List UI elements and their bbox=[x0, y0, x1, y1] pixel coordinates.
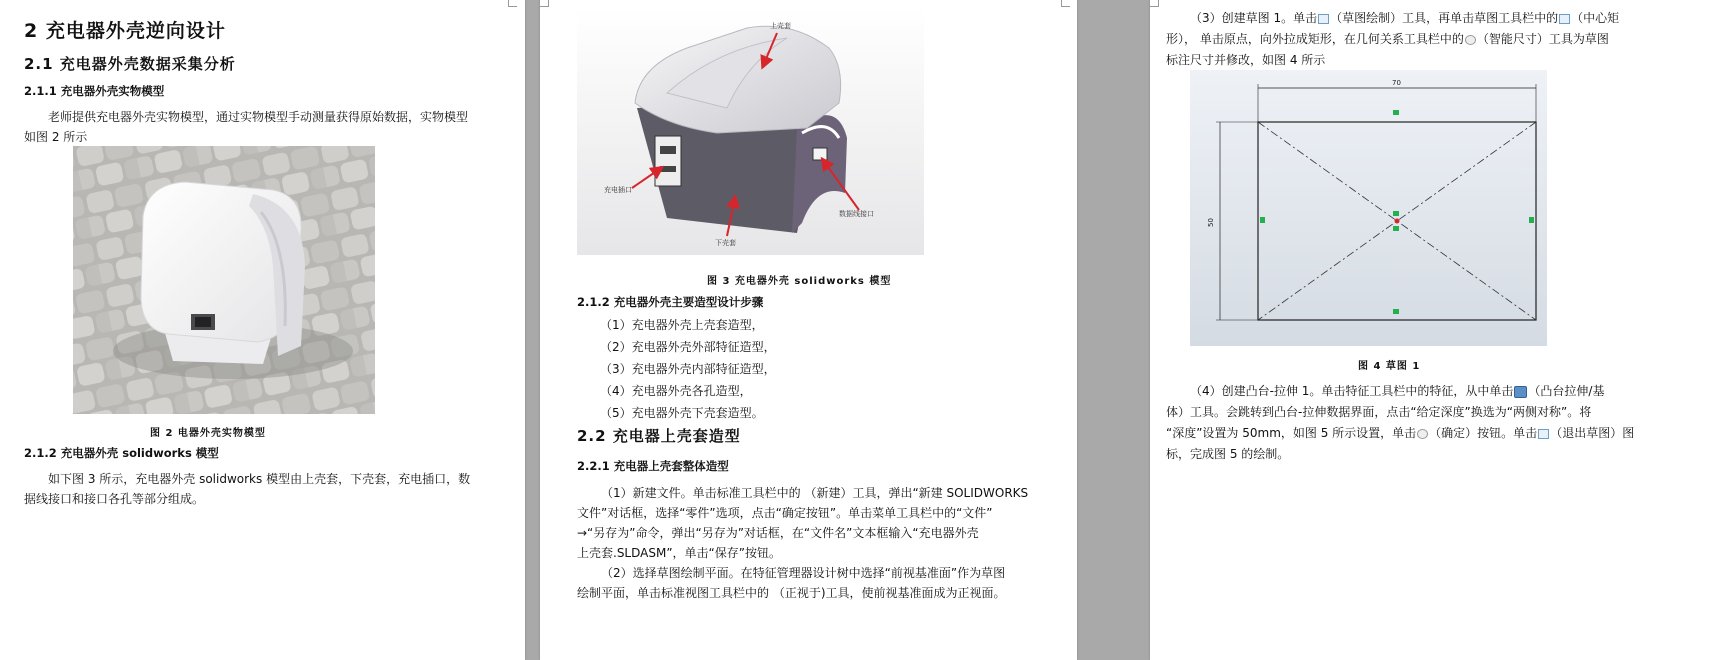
label-top-shell: 上壳套 bbox=[770, 22, 791, 30]
confirm-icon bbox=[1417, 429, 1428, 439]
page-corner-mark bbox=[540, 0, 549, 7]
paragraph-line: （2）选择草图绘制平面。在特征管理器设计树中选择“前视基准面”作为草图 bbox=[601, 566, 1006, 580]
figure-2-caption: 图 2 电器外壳实物模型 bbox=[150, 428, 266, 439]
solidworks-model-figure bbox=[577, 8, 924, 255]
text-run: （草图绘制）工具，再单击草图工具栏中的 bbox=[1330, 11, 1559, 25]
section-heading-2-1: 2.1 充电器外壳数据采集分析 bbox=[24, 55, 236, 73]
charger-photo bbox=[73, 146, 375, 414]
document-page-1 bbox=[0, 0, 525, 660]
label-data-port: 数据线接口 bbox=[839, 210, 874, 218]
page-corner-mark bbox=[508, 0, 517, 7]
paragraph-line: 据线接口和接口各孔等部分组成。 bbox=[24, 492, 205, 506]
text-run: “深度”设置为 50mm，如图 5 所示设置，单击 bbox=[1166, 426, 1417, 440]
paragraph-line: 如下图 3 所示，充电器外壳 solidworks 模型由上壳套，下壳套，充电插口，数 bbox=[48, 472, 471, 486]
design-steps-list bbox=[600, 314, 776, 424]
paragraph-line: （1）新建文件。单击标准工具栏中的 （新建）工具，弹出“新建 SOLIDWORKS bbox=[601, 486, 1029, 500]
text-run: （退出草图）图 bbox=[1550, 426, 1635, 440]
list-item: （4）充电器外壳各孔造型， bbox=[600, 384, 752, 398]
paragraph-line bbox=[1190, 8, 1619, 28]
paragraph-line: 如图 2 所示 bbox=[24, 130, 88, 144]
paragraph-line: 标注尺寸并修改，如图 4 所示 bbox=[1166, 53, 1326, 67]
document-page-2 bbox=[540, 0, 1077, 660]
list-item: （1）充电器外壳上壳套造型， bbox=[600, 318, 764, 332]
list-item: （5）充电器外壳下壳套造型。 bbox=[600, 406, 764, 420]
paragraph-line: 上壳套.SLDASM”，单击“保存”按钮。 bbox=[577, 546, 781, 560]
label-charging-port: 充电插口 bbox=[604, 186, 632, 194]
subsection-heading-2-2-1: 2.2.1 充电器上壳套整体造型 bbox=[577, 459, 729, 473]
page-corner-mark bbox=[1150, 0, 1159, 7]
text-run: （4）创建凸台-拉伸 1。单击特征工具栏中的特征，从中单击 bbox=[1190, 384, 1514, 398]
sketch-figure bbox=[1190, 70, 1547, 346]
figure-4-caption: 图 4 草图 1 bbox=[1358, 361, 1421, 372]
text-run: （确定）按钮。单击 bbox=[1429, 426, 1538, 440]
paragraph-line bbox=[1166, 29, 1609, 49]
sketch-icon bbox=[1318, 14, 1329, 24]
dimension-width: 70 bbox=[1392, 79, 1401, 87]
exit-sketch-icon bbox=[1538, 429, 1549, 439]
list-item: （2）充电器外壳外部特征造型， bbox=[600, 340, 776, 354]
text-run: （凸台拉伸/基 bbox=[1528, 384, 1605, 398]
smart-dimension-icon bbox=[1465, 35, 1476, 45]
page-corner-mark bbox=[1061, 0, 1070, 7]
paragraph-line: 标，完成图 5 的绘制。 bbox=[1166, 447, 1290, 461]
dimension-height: 50 bbox=[1207, 218, 1215, 227]
paragraph-line: →“另存为”命令，弹出“另存为”对话框，在“文件名”文本框输入“充电器外壳 bbox=[577, 526, 979, 540]
charger-photo-image bbox=[73, 146, 375, 414]
chapter-heading: 2 充电器外壳逆向设计 bbox=[24, 20, 226, 42]
paragraph-line bbox=[1190, 381, 1604, 401]
solidworks-model-image bbox=[577, 8, 924, 255]
paragraph-line: 体）工具。会跳转到凸台-拉伸数据界面，点击“给定深度”换选为“两侧对称”。将 bbox=[1166, 405, 1592, 419]
label-bottom-shell: 下壳套 bbox=[715, 239, 736, 247]
figure-3-caption: 图 3 充电器外壳 solidworks 模型 bbox=[707, 276, 892, 287]
section-heading-2-2: 2.2 充电器上壳套造型 bbox=[577, 427, 741, 445]
text-run: 形）， 单击原点，向外拉成矩形，在几何关系工具栏中的 bbox=[1166, 32, 1464, 46]
extrude-boss-icon bbox=[1514, 386, 1527, 398]
subsection-heading-design-steps: 2.1.2 充电器外壳主要造型设计步骤 bbox=[577, 295, 764, 309]
list-item: （3）充电器外壳内部特征造型， bbox=[600, 362, 776, 376]
paragraph-line: 绘制平面，单击标准视图工具栏中的 （正视于)工具，使前视基准面成为正视面。 bbox=[577, 586, 1006, 600]
paragraph-line: 老师提供充电器外壳实物模型，通过实物模型手动测量获得原始数据，实物模型 bbox=[48, 110, 469, 124]
text-run: （智能尺寸）工具为草图 bbox=[1476, 32, 1609, 46]
paragraph-line bbox=[1166, 423, 1634, 443]
document-page-3 bbox=[1150, 0, 1725, 660]
center-rectangle-icon bbox=[1559, 14, 1570, 24]
text-run: （中心矩 bbox=[1571, 11, 1620, 25]
subsection-heading-2-1-2: 2.1.2 充电器外壳 solidworks 模型 bbox=[24, 446, 219, 460]
subsection-heading-2-1-1: 2.1.1 充电器外壳实物模型 bbox=[24, 84, 165, 98]
paragraph-line: 文件”对话框，选择“零件”选项，点击“确定按钮”。单击菜单工具栏中的“文件” bbox=[577, 506, 993, 520]
text-run: （3）创建草图 1。单击 bbox=[1190, 11, 1318, 25]
sketch-drawing bbox=[1190, 70, 1547, 346]
